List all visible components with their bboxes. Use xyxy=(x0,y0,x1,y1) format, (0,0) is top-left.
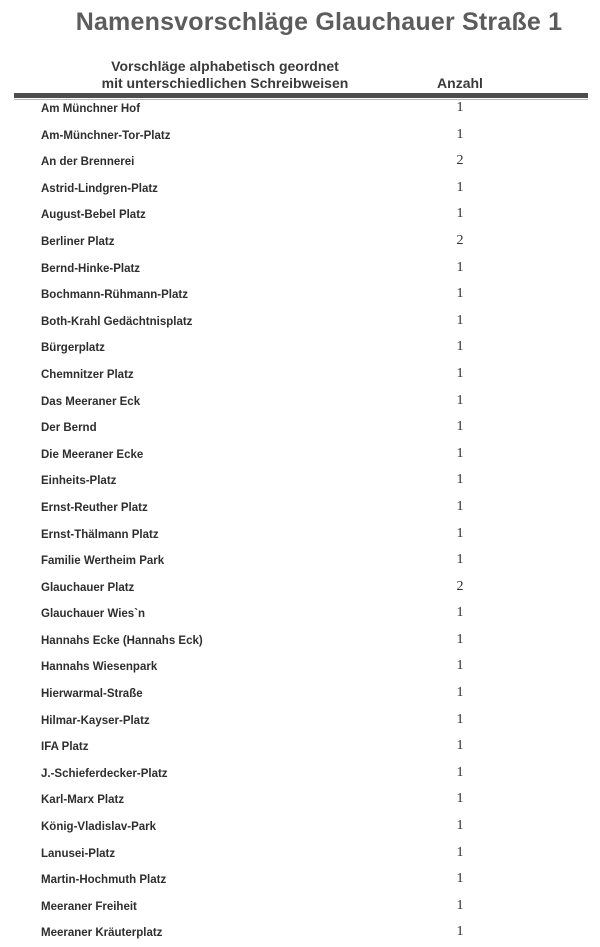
table-row xyxy=(0,415,600,442)
table-row xyxy=(0,202,600,229)
suggestion-count: 1 xyxy=(456,711,464,727)
suggestion-count: 1 xyxy=(456,738,464,754)
suggestion-count: 2 xyxy=(456,578,464,594)
table-row xyxy=(0,761,600,788)
table-row xyxy=(0,628,600,655)
suggestion-count: 1 xyxy=(456,525,464,541)
table-row xyxy=(0,734,600,761)
suggestion-count: 1 xyxy=(456,419,464,435)
suggestion-count: 2 xyxy=(456,232,464,248)
table-row xyxy=(0,787,600,814)
suggestion-name: Einheits-Platz xyxy=(41,475,117,488)
table-row xyxy=(0,495,600,522)
suggestion-name: Meeraner Freiheit xyxy=(41,900,137,913)
suggestion-count: 1 xyxy=(456,764,464,780)
suggestion-count: 1 xyxy=(456,259,464,275)
suggestion-count: 1 xyxy=(456,339,464,355)
table-row xyxy=(0,335,600,362)
table-row xyxy=(0,548,600,575)
column-header-count: Anzahl xyxy=(437,75,483,91)
table-row xyxy=(0,681,600,708)
suggestion-name: An der Brennerei xyxy=(41,156,135,169)
suggestion-count: 1 xyxy=(456,472,464,488)
table-row xyxy=(0,867,600,894)
suggestion-name: Bochmann-Rühmann-Platz xyxy=(41,289,188,302)
suggestion-list xyxy=(0,96,600,947)
suggestion-name: Am-Münchner-Tor-Platz xyxy=(41,129,171,142)
suggestion-name: August-Bebel Platz xyxy=(41,209,146,222)
suggestion-count: 1 xyxy=(456,631,464,647)
suggestion-count: 1 xyxy=(456,871,464,887)
table-row xyxy=(0,362,600,389)
suggestion-name: Karl-Marx Platz xyxy=(41,794,125,807)
suggestion-name: Die Meeraner Ecke xyxy=(41,448,144,461)
table-row xyxy=(0,708,600,735)
suggestion-name: Lanusei-Platz xyxy=(41,847,116,860)
table-row xyxy=(0,256,600,283)
suggestion-count: 1 xyxy=(456,126,464,142)
suggestion-count: 1 xyxy=(456,206,464,222)
suggestion-name: Meeraner Kräuterplatz xyxy=(41,927,163,940)
suggestion-name: Bernd-Hinke-Platz xyxy=(41,262,141,275)
suggestion-name: Hannahs Wiesenpark xyxy=(41,661,158,674)
suggestion-count: 1 xyxy=(456,365,464,381)
table-row xyxy=(0,601,600,628)
suggestion-count: 1 xyxy=(456,552,464,568)
suggestion-name: König-Vladislav-Park xyxy=(41,821,157,834)
suggestion-name: Berliner Platz xyxy=(41,235,115,248)
table-row xyxy=(0,96,600,123)
suggestion-count: 1 xyxy=(456,100,464,115)
suggestion-name: Ernst-Thälmann Platz xyxy=(41,528,159,541)
table-row xyxy=(0,841,600,868)
suggestion-count: 1 xyxy=(456,445,464,461)
table-row xyxy=(0,814,600,841)
suggestion-name: Glauchauer Wies`n xyxy=(41,608,146,621)
table-row xyxy=(0,442,600,469)
table-row xyxy=(0,575,600,602)
suggestion-count: 1 xyxy=(456,498,464,514)
suggestion-name: IFA Platz xyxy=(41,741,89,754)
suggestion-count: 2 xyxy=(456,153,464,169)
table-row xyxy=(0,309,600,336)
table-row xyxy=(0,894,600,921)
suggestion-name: Martin-Hochmuth Platz xyxy=(41,874,167,887)
suggestion-count: 1 xyxy=(456,818,464,834)
suggestion-count: 1 xyxy=(456,897,464,913)
table-row xyxy=(0,176,600,203)
suggestion-name: Hannahs Ecke (Hannahs Eck) xyxy=(41,634,203,647)
suggestion-name: Familie Wertheim Park xyxy=(41,555,165,568)
suggestion-name: Glauchauer Platz xyxy=(41,581,135,594)
column-header-names xyxy=(60,58,390,92)
suggestion-name: Der Bernd xyxy=(41,422,97,435)
table-row xyxy=(0,920,600,947)
table-row xyxy=(0,123,600,150)
suggestion-count: 1 xyxy=(456,924,464,940)
suggestion-count: 1 xyxy=(456,312,464,328)
suggestion-name: Hierwarmal-Straße xyxy=(41,688,143,701)
suggestion-name: Hilmar-Kayser-Platz xyxy=(41,714,150,727)
suggestion-name: Chemnitzer Platz xyxy=(41,368,134,381)
column-header-names-line2: mit unterschiedlichen Schreibweisen xyxy=(101,75,349,91)
table-row xyxy=(0,149,600,176)
table-row xyxy=(0,522,600,549)
suggestion-count: 1 xyxy=(456,844,464,860)
table-row xyxy=(0,389,600,416)
suggestion-count: 1 xyxy=(456,658,464,674)
column-header-names-line1: Vorschläge alphabetisch geordnet xyxy=(111,58,339,74)
table-row xyxy=(0,468,600,495)
suggestion-count: 1 xyxy=(456,685,464,701)
suggestion-name: Astrid-Lindgren-Platz xyxy=(41,182,158,195)
page-title: Namensvorschläge Glauchauer Straße 1 xyxy=(75,8,563,36)
table-row xyxy=(0,654,600,681)
suggestion-name: Am Münchner Hof xyxy=(41,103,141,115)
suggestion-count: 1 xyxy=(456,286,464,302)
suggestion-count: 1 xyxy=(456,791,464,807)
suggestion-count: 1 xyxy=(456,179,464,195)
table-row xyxy=(0,282,600,309)
table-row xyxy=(0,229,600,256)
suggestion-count: 1 xyxy=(456,392,464,408)
suggestion-name: Ernst-Reuther Platz xyxy=(41,501,148,514)
suggestion-count: 1 xyxy=(456,605,464,621)
suggestion-name: Bürgerplatz xyxy=(41,342,105,355)
suggestion-name: Das Meeraner Eck xyxy=(41,395,141,408)
suggestion-name: Both-Krahl Gedächtnisplatz xyxy=(41,315,193,328)
suggestion-name: J.-Schieferdecker-Platz xyxy=(41,767,168,780)
